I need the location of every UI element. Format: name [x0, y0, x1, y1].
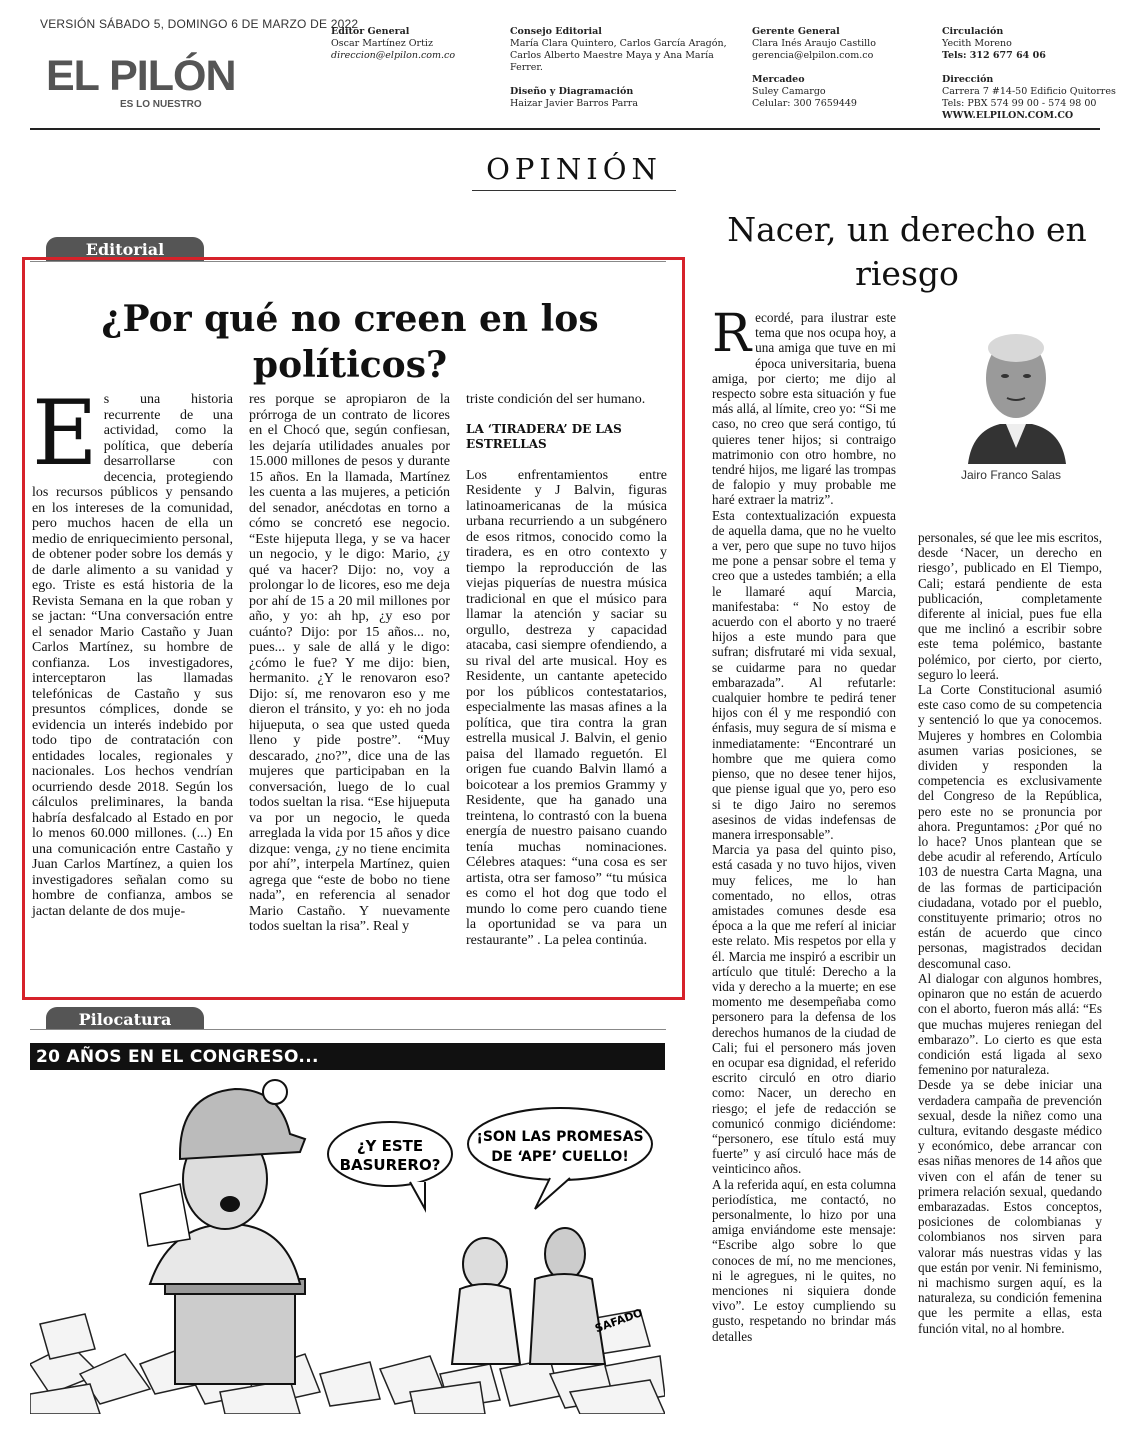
cartoon-rule — [30, 1029, 666, 1030]
editorial-paragraph: res porque se apropiaron de la prórroga de un contrato de licores en el Chocó que, según confiesan, les dejaría utilidades anuales por 15.000 millones de pesos y durante 15 años. En la llamada, Martínez les cuenta a las mujeres, a petición del senador, anécdotas en torno a cómo se concretó ese negocio. “Este hijeputa llega, y se va hacer un negocio, y le digo: Mario, ¿y qué va hacer? Dijo: no, voy a prolongar lo de licores, eso me deja por ahí de 15 a 20 mil millones por año, y yo: ah hp, ¿y eso por cuánto? Dijo: por 15 años... no, pues... y sale de allá y le digo: ¿cómo le fue? Y me dijo: bien, hermanito. ¿Y le renovaron eso? Dijo: sí, me renovaron eso y me dieron el tránsito, y yo: eh no joda hijueputa, o sea que usted queda lleno y pide postre”. “Muy descarado, ¿no?”, dice una de las mujeres que participaban en la conversación, luego de lo cual todos sueltan la risa. “Ese hijueputa va por un negocio, le queda arreglada la vida por 15 años y dice dizque: venga, ¿y no tiene encimita por ahí”, interpela Martínez, quien agrega que “este de bobo no tiene nada”, en referencia al senador Mario Castaño. Y nuevamente todos sueltan la risa”. Real y — [249, 392, 450, 934]
opinion-column-2 — [918, 530, 1102, 1336]
editorial-paragraph: triste condición del ser humano. — [466, 392, 646, 407]
cartoon-bubble-text: BASURERO? — [339, 1156, 441, 1174]
staff-editor — [331, 26, 501, 62]
website-link[interactable]: WWW.ELPILON.COM.CO — [942, 110, 1074, 121]
cartoonist-signature: SAFADO — [593, 1306, 645, 1336]
opinion-paragraph: Marcia ya pasa del quinto piso, está casada y no tuvo hijos, viven muy felices, me lo han comentado, no ellos, otras amistades comunes desde esa época a la que me referí al iniciar este relato. Mis respetos por ella y él. Marcia me inspiró a escribir un artículo que titulé: Derecho a la vida y derecho a la muerte; en ese momento me desempeñaba como personero para la defensa de los derechos humanos de la ciudad de Cali; fui el personero más joven en ocupar esa dignidad, el referido escrito circuló en otro diario como: Nacer, un derecho en riesgo; el jefe de redacción se comunicó conmigo diciéndome: “personero, ese título está muy fuerte” y así circuló hace más de veinticinco años. — [712, 842, 896, 1177]
headline-line: ¿Por qué no creen en los — [101, 298, 599, 340]
staff-role: Mercadeo — [752, 74, 805, 85]
staff-line: María Clara Quintero, Carlos García Aragón, — [510, 38, 727, 49]
section-rule — [472, 190, 676, 191]
staff-phone: Tels: 312 677 64 06 — [942, 50, 1046, 61]
staff-design — [510, 86, 730, 110]
staff-board — [510, 26, 735, 74]
staff-line: Oscar Martínez Ortiz — [331, 38, 433, 49]
headline-line: políticos? — [252, 344, 448, 386]
masthead-rule — [30, 128, 1100, 130]
cartoon-tab: Pilocatura — [46, 1007, 204, 1029]
editorial-column-1 — [32, 381, 233, 919]
staff-address — [942, 74, 1122, 122]
staff-role: Consejo Editorial — [510, 26, 602, 37]
opinion-paragraph: Al dialogar con algunos hombres, opinaron que no están de acuerdo con el aborto, fueron más allá: “Es que muchas mujeres reniegan del embarazo”. Lo cierto es que esta condición está ligada al sexo femenino por naturaleza. — [918, 970, 1102, 1078]
editorial-tab: Editorial — [46, 237, 204, 261]
opinion-paragraph: ecordé, para ilustrar este tema que nos ocupa hoy, a una amiga que tuve en mi época universitaria, buena amiga, por cierto; me dijo al respecto sobre esta situación y fue más allá, al límite, creo yo: “Si me caso, no creo que será contigo, tú quieres tener hijos; si contraigo matrimonio con otro hombre, no tendré hijos, me ligaré las trompas de falopio y muy probable me haré extraer la matriz”. — [712, 310, 896, 508]
staff-role: Circulación — [942, 26, 1004, 37]
staff-line: Celular: 300 7659449 — [752, 98, 857, 109]
opinion-paragraph: Esta contextualización expuesta de aquella dama, que no he vuelto a ver, pero que supe no tuvo hijos me pone a pensar sobre el tema y creo que a ustedes también; a ella le llamaré aquí Marcia, manifestaba: “ No estoy de acuerdo con el aborto y no traeré hijos a este mundo para que sufran; disfrutaré mi vida sexual, se cuidarme para no quedar embarazada”. Al refutarle: cualquier hombre te pedirá tener hijos con él y me respondió con énfasis, muy segura de sí misma e inmediatamente: “Encontraré un hombre que me quiera como pienso, que no desee tener hijos, que piense igual que yo, pero eso si te digo Jairo no seremos asesinos de vidas indefensas de manera irresponsable”. — [712, 507, 896, 842]
staff-role: Editor General — [331, 26, 410, 37]
cartoon-bubble-text: ¡SON LAS PROMESAS — [476, 1129, 644, 1145]
staff-line: Haizar Javier Barros Parra — [510, 98, 638, 109]
cartoon-bubble-text: ¿Y ESTE — [356, 1137, 424, 1155]
staff-line: Ferrer. — [510, 62, 543, 73]
staff-line: gerencia@elpilon.com.co — [752, 50, 874, 61]
staff-line: Tels: PBX 574 99 00 - 574 98 00 — [942, 98, 1097, 109]
staff-line: Carlos Alberto Maestre Maya y Ana María — [510, 50, 714, 61]
editorial-paragraph: s una historia recurrente de una actividad, como la política, que debería desarrollarse con decencia, protegiendo los recursos públicos y pensando en los intereses de la comunidad, pero muchos hacen de ella un medio de enriquecimiento personal, de obtener poder sobre los demás y de darle alimento a su vanidad y ego. Triste es está historia de la Revista Semana en la que roban y se jactan: “Una conversación entre el senador Mario Castaño y Juan Carlos Martínez, su hombre de confianza. Los investigadores, interceptaron las llamadas telefónicas de Castaño y sus presuntos cómplices, donde se evidencia un interés indebido por todo tipo de contratación con entidades locales, regionales y nacionales. Los hechos vendrían ocurriendo desde 2018. Según los cálculos preliminares, la banda habría desfalcado al Estado en por lo menos 60.000 millones. (...) En una comunicación entre Castaño y Juan Carlos Martínez, a quien los investigadores señalan como su hombre de confianza, ambos se jactan delante de dos muje- — [32, 392, 233, 919]
staff-manager — [752, 26, 932, 62]
opinion-headline — [712, 208, 1102, 296]
opinion-paragraph: A la referida aquí, en esta columna periodística, me contactó, no personalmente, lo hizo por una amiga enviándome este mensaje: “Escribe algo sobre lo que conoces de mí, no me menciones, ni le agregues, ni le quites, no menciones ni siquiera donde vivo”. Le estoy cumpliendo su gusto, respetando no brindar más detalles — [712, 1176, 896, 1344]
opinion-paragraph: Desde ya se debe iniciar una verdadera campaña de prevención sexual, desde la niñez como una cultura, evitando desgaste médico y económico, debe arrancar con esas niñas menores de 14 años que viven con el afán de tener su primera relación sexual, quedando embarazadas. Estos conceptos, posiciones de colombianas y colombianos nos sirven para valorar más nuestras vidas y las que están por venir. Ni feminismo, ni machismo surgen aquí, es la naturaleza, su condición femenina que les permite a ellas, esta función vital, no al hombre. — [918, 1077, 1102, 1336]
staff-line: Carrera 7 #14-50 Edificio Quitorres — [942, 86, 1116, 97]
editorial-subhead: LA ‘TIRADERA’ DE LAS ESTRELLAS — [466, 421, 622, 451]
staff-marketing — [752, 74, 932, 110]
section-title: OPINIÓN — [486, 152, 662, 186]
staff-role: Gerente General — [752, 26, 840, 37]
editorial-column-2 — [249, 392, 450, 935]
edition-date: VERSIÓN SÁBADO 5, DOMINGO 6 DE MARZO DE 2022 — [40, 17, 359, 31]
opinion-column-1 — [712, 304, 896, 1344]
opinion-paragraph: personales, sé que lee mis escritos, desde ‘Nacer, un derecho en riesgo’, publicado en El Tiempo, Cali; estará pendiente de esta publicación, completamente diferente al inicial, pues fue ella que me inclinó a escribir sobre este tema polémico, bastante polémico, por cierto, por cierto, seguro lo leerá. — [918, 530, 1102, 682]
political-cartoon — [30, 1074, 665, 1414]
staff-line: Clara Inés Araujo Castillo — [752, 38, 876, 49]
editorial-dropcap: E — [32, 381, 98, 486]
opinion-dropcap: R — [712, 304, 752, 364]
author-name: Jairo Franco Salas — [960, 468, 1062, 482]
editorial-paragraph: Los enfrentamientos entre Residente y J Balvin, figuras latinoamericanas de la música urbana recurriendo a un subgénero de esos ritmos, conocido como la tiradera, es en otro contexto y tiempo la reproducción de las viejas piquerías de nuestra música tradicional en que el músico para llamar la atención y saciar su orgullo, destreza y capacidad atacaba, casi siempre ofendiendo, a su rival del arte musical. Hoy es Residente, un cantante apetecido por los públicos contestatarios, especialmente las masas afines a la política, que tira contra la gran estrella musical J. Balvin, el genio paisa del llamado reguetón. El origen fue cuando Balvin llamó a boicotear a los premios Grammy y Residente, que ha ganado una treintena, lo contrastó con la buena energía de nuestro paisano cuando tenía muchas nominaciones. Célebres ataques: “una cosa es ser artista, otra ser famoso” “tu música es como el hot dog que todo el mundo lo come pero cuando tiene la oportunidad se va para un restaurante” . La pelea continúa. — [466, 467, 667, 948]
staff-role: Dirección — [942, 74, 994, 85]
newspaper-logo: EL PILÓN — [46, 52, 236, 100]
headline-line: riesgo — [855, 254, 959, 293]
editorial-column-3 — [466, 392, 667, 948]
author-photo — [960, 326, 1072, 464]
staff-email: direccion@elpilon.com.co — [331, 50, 456, 61]
editorial-headline — [30, 296, 670, 388]
headline-line: Nacer, un derecho en — [727, 210, 1087, 249]
staff-role: Diseño y Diagramación — [510, 86, 634, 97]
newspaper-tagline: ES LO NUESTRO — [120, 99, 202, 110]
opinion-paragraph: La Corte Constitucional asumió este caso como de su competencia y sentenció lo que ya conocemos. Mujeres y hombres en Colombia asumen varias posiciones, se dividen y responden la competencia es exclusivamente del Congreso de la República, pero este no se pronuncia por ahora. Preguntamos: ¿Por qué no lo hace? Unos plantean que se debe acudir al referendo, Artículo 103 de nuestra Carta Magna, una de las formas de participación ciudadana, votado por el pueblo, constituyente primario; otros no están de acuerdo que cinco personas, magistrados decidan descomunal caso. — [918, 682, 1102, 971]
staff-circulation — [942, 26, 1122, 62]
staff-line: Yecith Moreno — [942, 38, 1012, 49]
cartoon-bubble-text: DE ‘APE’ CUELLO! — [491, 1149, 629, 1165]
cartoon-title: 20 AÑOS EN EL CONGRESO... — [36, 1047, 319, 1067]
staff-line: Suley Camargo — [752, 86, 826, 97]
